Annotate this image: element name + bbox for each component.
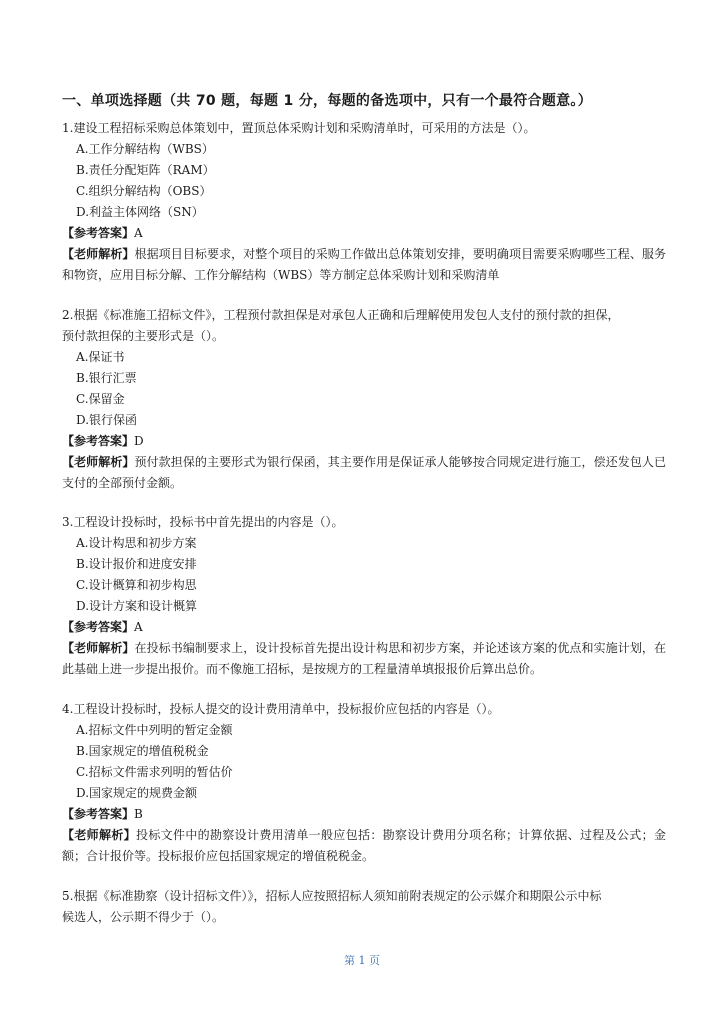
explanation-label: 【老师解析】	[62, 247, 135, 261]
teacher-explanation	[62, 638, 666, 680]
answer-value: A	[134, 620, 143, 634]
question-stem: 1.建设工程招标采购总体策划中，置顶总体采购计划和采购清单时，可采用的方法是（）。	[62, 121, 536, 135]
option-a: A.工作分解结构（WBS）	[76, 142, 214, 156]
option-d: D.设计方案和设计概算	[76, 599, 198, 613]
answer-value: B	[134, 807, 143, 821]
explanation-text: 预付款担保的主要形式为银行保函，其主要作用是保证承人能够按合同规定进行施工，偿还发包人已支付的全部预付金额。	[62, 455, 666, 490]
option-b: B.国家规定的增值税税金	[76, 744, 209, 758]
option-a: A.招标文件中列明的暂定金额	[76, 723, 233, 737]
explanation-text: 根据项目目标要求，对整个项目的采购工作做出总体策划安排，要明确项目需要采购哪些工程、服务和物资，应用目标分解、工作分解结构（WBS）等方制定总体采购计划和采购清单	[62, 247, 666, 282]
explanation-text: 投标文件中的勘察设计费用清单一般应包括：勘察设计费用分项名称；计算依据、过程及公式；金额；合计报价等。投标报价应包括国家规定的增值税税金。	[62, 828, 666, 863]
option-c: C.招标文件需求列明的暂估价	[76, 765, 233, 779]
answer-value: A	[134, 226, 143, 240]
reference-answer	[62, 617, 666, 638]
section-title: 一、单项选择题（共 70 题，每题 1 分，每题的备选项中，只有一个最符合题意。）	[62, 93, 593, 109]
answer-label: 【参考答案】	[62, 226, 135, 240]
teacher-explanation	[62, 244, 666, 286]
option-c: C.保留金	[76, 392, 125, 406]
answer-label: 【参考答案】	[62, 807, 135, 821]
reference-answer	[62, 804, 666, 825]
explanation-label: 【老师解析】	[62, 641, 135, 655]
reference-answer	[62, 223, 666, 244]
explanation-text: 在投标书编制要求上，设计投标首先提出设计构思和初步方案，并论述该方案的优点和实施计划，在此基础上进一步提出报价。而不像施工招标，是按规方的工程量清单填报报价后算出总价。	[62, 641, 666, 676]
answer-value: D	[134, 434, 144, 448]
answer-label: 【参考答案】	[62, 434, 135, 448]
question-2	[62, 305, 666, 494]
option-a: A.设计构思和初步方案	[76, 536, 197, 550]
question-4	[62, 699, 666, 867]
question-stem: 2.根据《标准施工招标文件》，工程预付款担保是对承包人正确和后理解使用发包人支付的预付款的担保，	[62, 308, 620, 322]
option-b: B.责任分配矩阵（RAM）	[76, 163, 215, 177]
teacher-explanation	[62, 825, 666, 867]
option-b: B.设计报价和进度安排	[76, 557, 197, 571]
option-c: C.设计概算和初步构思	[76, 578, 197, 592]
question-stem: 4.工程设计投标时，投标人提交的设计费用清单中，投标报价应包括的内容是（）。	[62, 702, 500, 716]
question-3	[62, 512, 666, 680]
teacher-explanation	[62, 452, 666, 494]
option-d: D.利益主体网络（SN）	[76, 205, 204, 219]
option-a: A.保证书	[76, 350, 125, 364]
question-stem-cont: 预付款担保的主要形式是（）。	[62, 329, 225, 343]
option-b: B.银行汇票	[76, 371, 137, 385]
question-5	[62, 886, 666, 928]
option-c: C.组织分解结构（OBS）	[76, 184, 212, 198]
question-stem: 3.工程设计投标时，投标书中首先提出的内容是（）。	[62, 515, 344, 529]
option-d: D.银行保函	[76, 413, 138, 427]
explanation-label: 【老师解析】	[62, 828, 136, 842]
question-stem-cont: 候选人，公示期不得少于（）。	[62, 910, 225, 924]
page-number: 第 1 页	[344, 954, 380, 967]
question-1	[62, 118, 666, 286]
option-d: D.国家规定的规费金额	[76, 786, 198, 800]
reference-answer	[62, 431, 666, 452]
question-stem: 5.根据《标准勘察（设计招标文件）》，招标人应按照招标人须知前附表规定的公示媒介和期限公示中标	[62, 889, 602, 903]
answer-label: 【参考答案】	[62, 620, 135, 634]
explanation-label: 【老师解析】	[62, 455, 135, 469]
